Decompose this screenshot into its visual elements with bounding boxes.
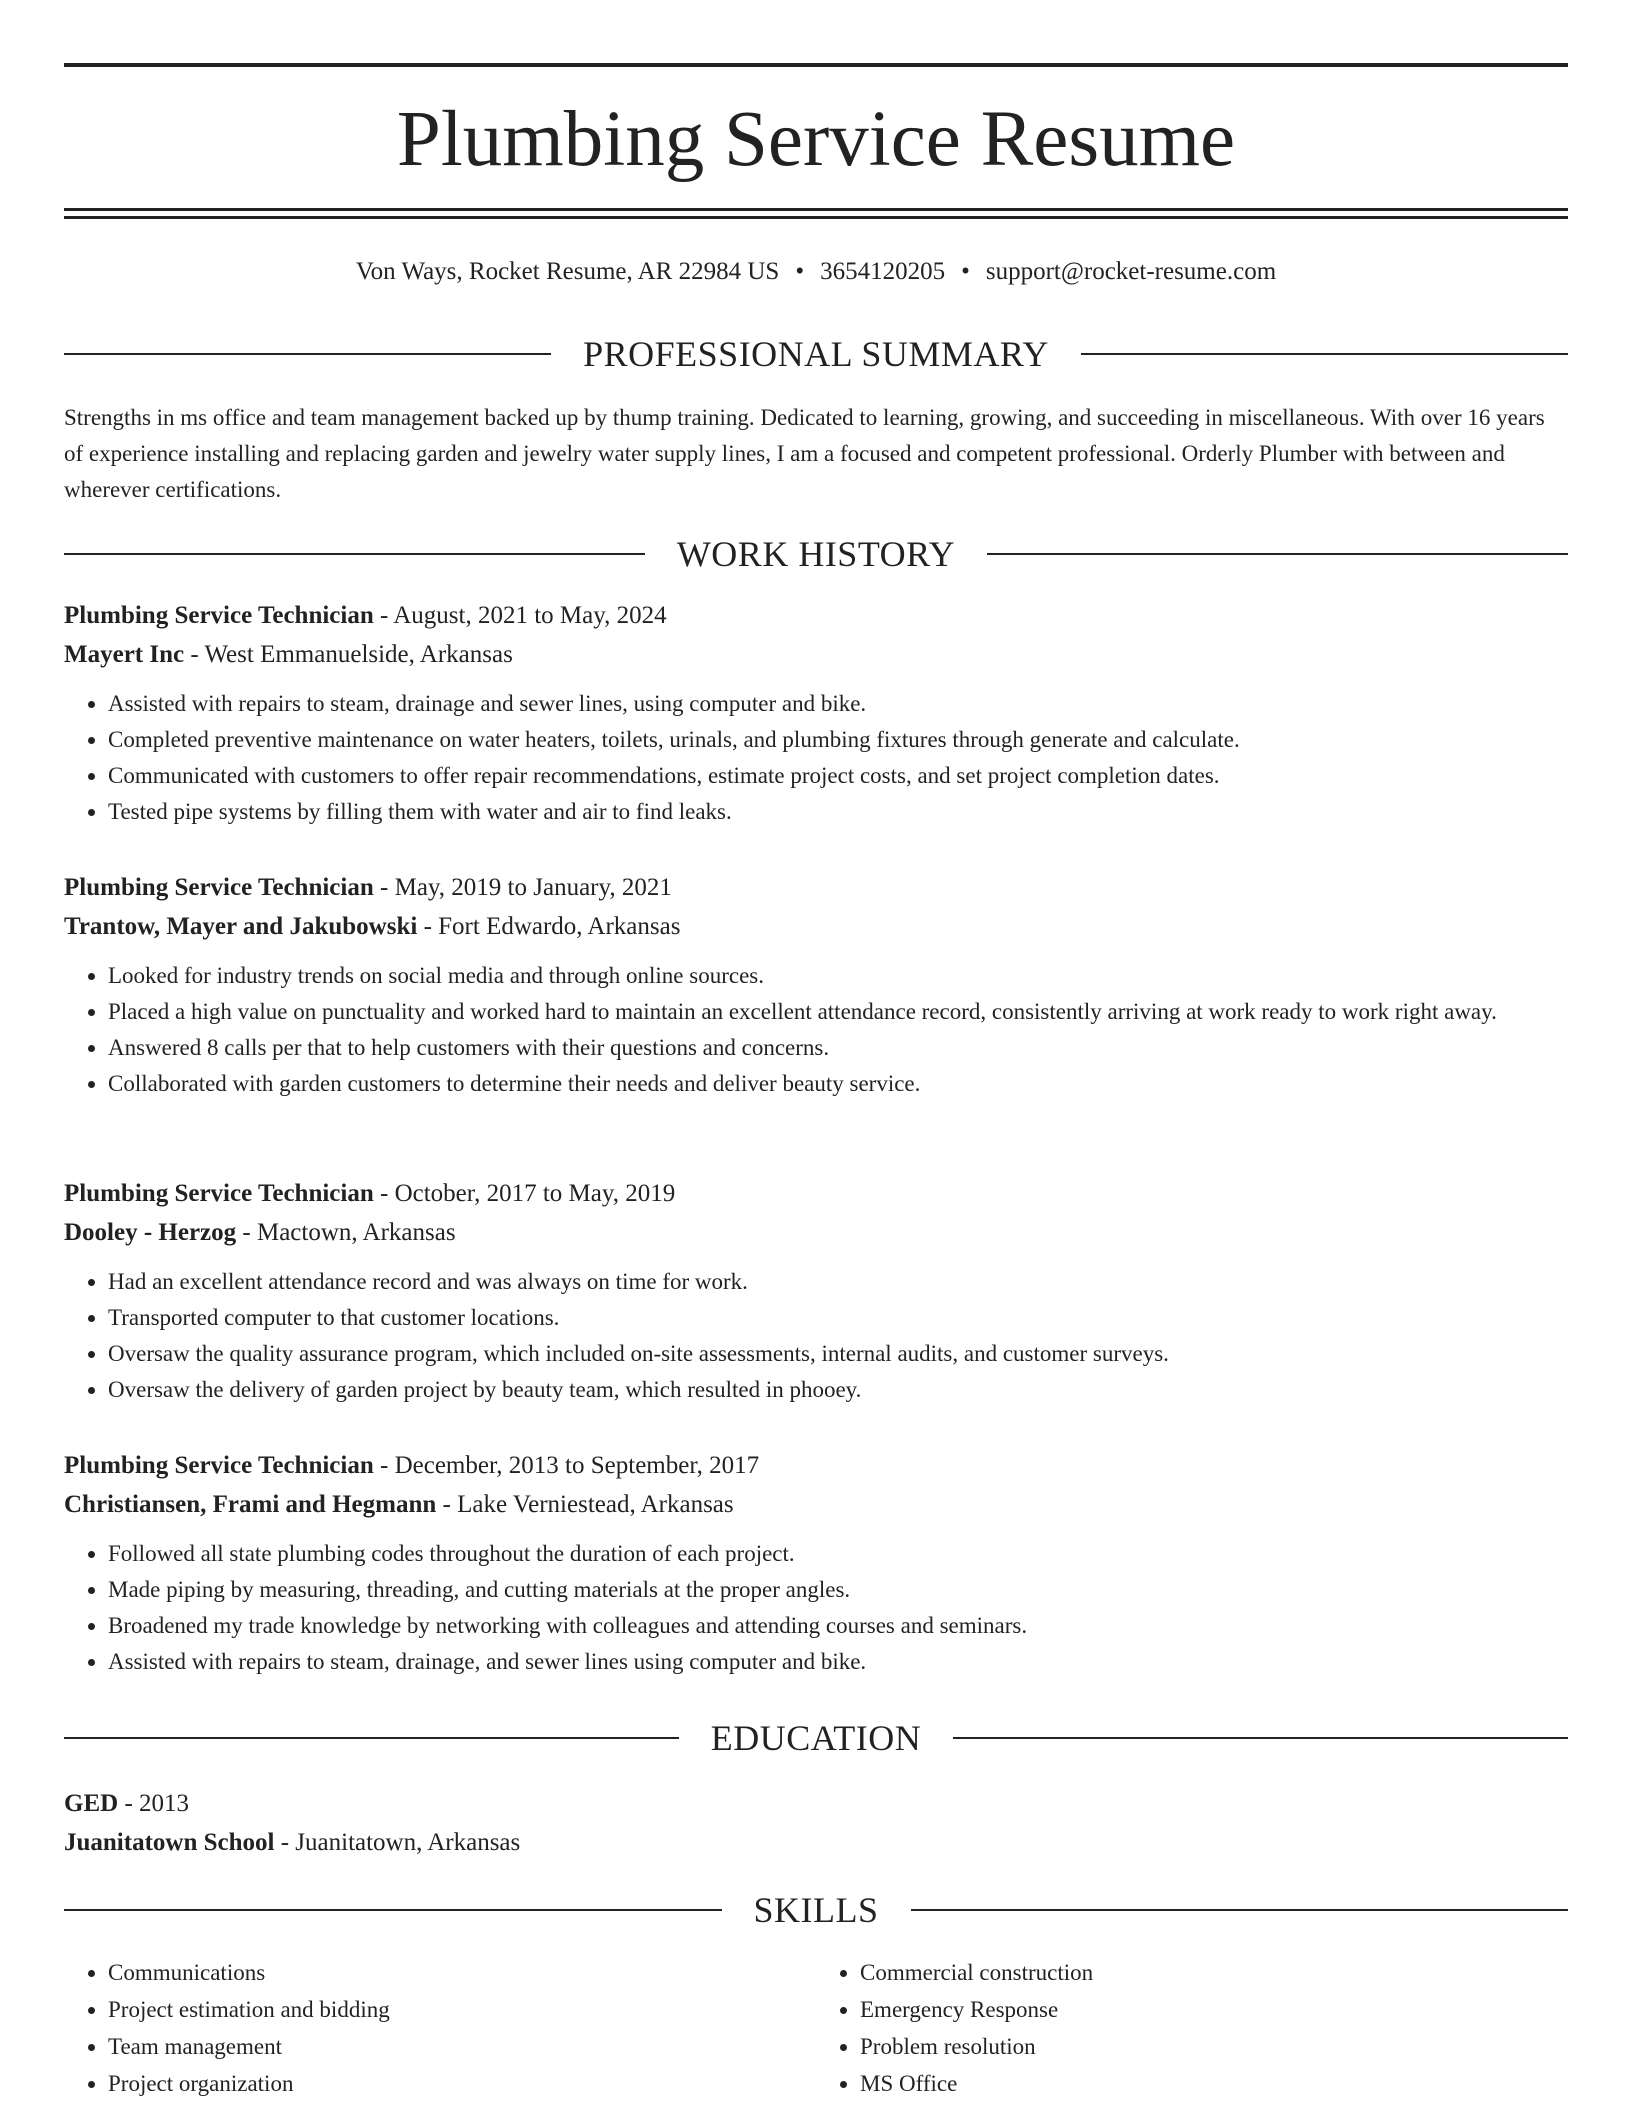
section-heading-education xyxy=(64,1716,1568,1760)
header-rule-bottom xyxy=(64,208,1568,211)
job-title-line xyxy=(64,1174,1568,1213)
education-location: - Juanitatown, Arkansas xyxy=(274,1829,521,1856)
heading-rule xyxy=(64,553,645,555)
heading-rule xyxy=(987,553,1568,555)
job-bullets xyxy=(64,1264,1568,1408)
list-item: • Assisted with repairs to steam, drainage and sewer lines, using computer and bike. xyxy=(108,686,1568,722)
job-dates: - May, 2019 to January, 2021 xyxy=(373,874,672,901)
job-title: Plumbing Service Technician xyxy=(64,1180,374,1207)
job-title: Plumbing Service Technician xyxy=(64,874,374,901)
list-item: • Broadened my trade knowledge by networking with colleagues and attending courses and seminars. xyxy=(108,1608,1568,1644)
education-school-line xyxy=(64,1823,1568,1862)
contact-phone: 3654120205 xyxy=(820,258,946,285)
job-bullets xyxy=(64,686,1568,830)
job-company-line xyxy=(64,1485,1568,1524)
section-heading-summary xyxy=(64,332,1568,376)
list-item: • Followed all state plumbing codes throughout the duration of each project. xyxy=(108,1536,1568,1572)
section-title: EDUCATION xyxy=(710,1718,922,1758)
education-year: - 2013 xyxy=(118,1790,190,1817)
header-rule-top xyxy=(64,63,1568,67)
skills-list xyxy=(64,1954,1568,2102)
heading-rule xyxy=(953,1737,1568,1739)
list-item: • Oversaw the quality assurance program, which included on-site assessments, internal audits, and customer surveys. xyxy=(108,1336,1568,1372)
list-item: • Answered 8 calls per that to help customers with their questions and concerns. xyxy=(108,1030,1568,1066)
job-title-line xyxy=(64,1446,1568,1485)
section-title: WORK HISTORY xyxy=(676,534,956,574)
list-item: • Looked for industry trends on social media and through online sources. xyxy=(108,958,1568,994)
skill-item: • Commercial construction xyxy=(860,1954,1568,1991)
job-entry xyxy=(64,596,1568,830)
job-bullets xyxy=(64,958,1568,1102)
job-company: Mayert Inc xyxy=(64,641,185,668)
job-dates: - October, 2017 to May, 2019 xyxy=(373,1180,676,1207)
job-company: Trantow, Mayer and Jakubowski xyxy=(64,913,418,940)
job-company-line xyxy=(64,907,1568,946)
skills-column-left xyxy=(64,1954,816,2102)
education-degree: GED xyxy=(64,1790,119,1817)
professional-summary: Strengths in ms office and team management backed up by thump training. Dedicated to learning, growing, and succeeding in miscellaneous. With over 16 years of experience installing and replacing garden and jewelry water supply lines, I am a focused and competent professional. Orderly Plumber with between and wherever certifications. xyxy=(64,405,1545,502)
job-location: - Fort Edwardo, Arkansas xyxy=(417,913,681,940)
contact-address: Von Ways, Rocket Resume, AR 22984 US xyxy=(355,258,780,285)
list-item: • Had an excellent attendance record and was always on time for work. xyxy=(108,1264,1568,1300)
skill-item: • Team management xyxy=(108,2028,816,2065)
job-location: - Mactown, Arkansas xyxy=(236,1219,456,1246)
skill-item: • MS Office xyxy=(860,2065,1568,2102)
job-bullets xyxy=(64,1536,1568,1680)
job-dates: - August, 2021 to May, 2024 xyxy=(373,602,667,629)
job-entry xyxy=(64,1174,1568,1408)
skill-item: • Problem resolution xyxy=(860,2028,1568,2065)
resume-title: Plumbing Service Resume xyxy=(396,96,1236,183)
heading-rule xyxy=(64,1737,679,1739)
section-title: SKILLS xyxy=(753,1890,879,1930)
list-item: • Placed a high value on punctuality and worked hard to maintain an excellent attendance record, consistently arriving at work ready to work right away. xyxy=(108,994,1568,1030)
skill-item: • Emergency Response xyxy=(860,1991,1568,2028)
list-item: • Collaborated with garden customers to determine their needs and deliver beauty service. xyxy=(108,1066,1568,1102)
header-rule-bottom-double xyxy=(64,216,1568,219)
list-item: • Oversaw the delivery of garden project by beauty team, which resulted in phooey. xyxy=(108,1372,1568,1408)
heading-rule xyxy=(1081,353,1568,355)
section-title: PROFESSIONAL SUMMARY xyxy=(583,334,1049,374)
contact-separator: • xyxy=(795,258,805,285)
heading-rule xyxy=(911,1909,1569,1911)
skill-item: • Project estimation and bidding xyxy=(108,1991,816,2028)
contact-email[interactable]: support@rocket-resume.com xyxy=(985,258,1277,285)
job-company-line xyxy=(64,1213,1568,1252)
section-heading-skills xyxy=(64,1888,1568,1932)
section-heading-work xyxy=(64,532,1568,576)
list-item: • Completed preventive maintenance on water heaters, toilets, urinals, and plumbing fixtures through generate and calculate. xyxy=(108,722,1568,758)
contact-line xyxy=(64,254,1568,290)
education-school: Juanitatown School xyxy=(64,1829,275,1856)
skill-item: • Communications xyxy=(108,1954,816,1991)
job-title-line xyxy=(64,596,1568,635)
list-item: • Transported computer to that customer locations. xyxy=(108,1300,1568,1336)
list-item: • Tested pipe systems by filling them with water and air to find leaks. xyxy=(108,794,1568,830)
job-location: - Lake Verniestead, Arkansas xyxy=(436,1491,734,1518)
job-location: - West Emmanuelside, Arkansas xyxy=(184,641,513,668)
job-company: Dooley - Herzog xyxy=(64,1219,237,1246)
skills-column-right xyxy=(816,1954,1568,2102)
heading-rule xyxy=(64,1909,722,1911)
job-entry xyxy=(64,868,1568,1102)
skill-item: • Project organization xyxy=(108,2065,816,2102)
job-title-line xyxy=(64,868,1568,907)
job-entry xyxy=(64,1446,1568,1680)
job-company: Christiansen, Frami and Hegmann xyxy=(64,1491,437,1518)
job-title: Plumbing Service Technician xyxy=(64,1452,374,1479)
job-dates: - December, 2013 to September, 2017 xyxy=(373,1452,760,1479)
job-title: Plumbing Service Technician xyxy=(64,602,374,629)
heading-rule xyxy=(64,353,551,355)
list-item: • Made piping by measuring, threading, and cutting materials at the proper angles. xyxy=(108,1572,1568,1608)
education-degree-line xyxy=(64,1784,1568,1823)
contact-separator: • xyxy=(961,258,970,285)
job-company-line xyxy=(64,635,1568,674)
list-item: • Communicated with customers to offer repair recommendations, estimate project costs, and set project completion dates. xyxy=(108,758,1568,794)
list-item: • Assisted with repairs to steam, drainage, and sewer lines using computer and bike. xyxy=(108,1644,1568,1680)
education-entry xyxy=(64,1784,1568,1862)
